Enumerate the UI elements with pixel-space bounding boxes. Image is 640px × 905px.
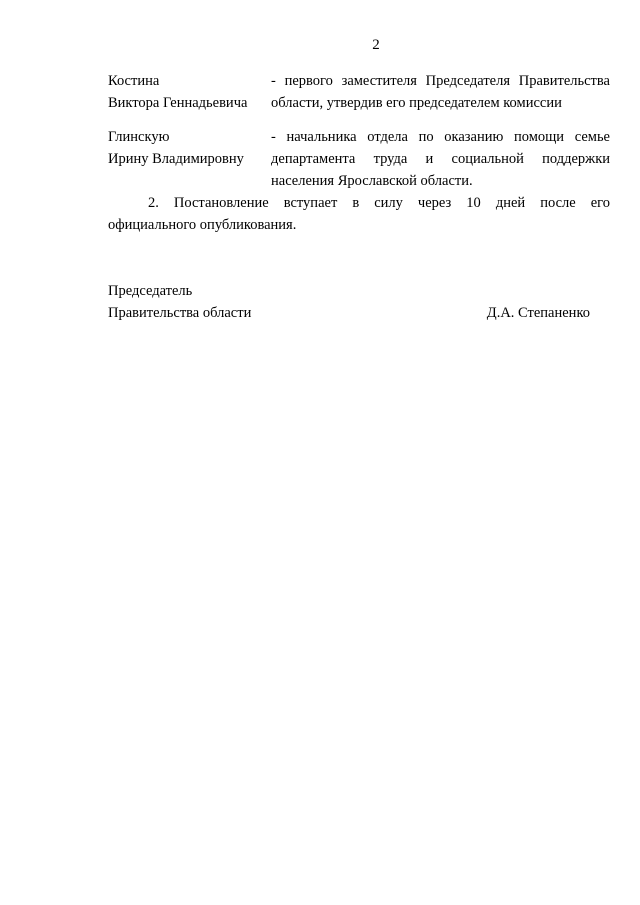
member-given-names: Ирину Владимировну [108, 151, 244, 167]
paragraph-line: 2. Постановление вступает в силу через 10 дней после его [148, 195, 610, 211]
signatory-position-line1: Председатель [108, 283, 193, 299]
member-surname: Глинскую [108, 129, 170, 145]
signature-block [108, 280, 590, 324]
member-role [271, 70, 610, 114]
member-entry [108, 70, 610, 114]
member-role-line: области, утвердив его председателем комиссии [271, 95, 562, 111]
member-name [108, 126, 271, 192]
member-role-line: департамента труда и социальной поддержки [271, 151, 610, 167]
signatory-name: Д.А. Степаненко [486, 305, 590, 321]
member-role-line: - первого заместителя Председателя Правительства [271, 73, 610, 89]
member-name [108, 70, 271, 114]
member-role-line: - начальника отдела по оказанию помощи семье [271, 129, 610, 145]
paragraph-line: официального опубликования. [108, 217, 297, 233]
member-surname: Костина [108, 73, 160, 89]
commission-members-list [108, 70, 610, 204]
signatory-position-line2: Правительства области [108, 305, 252, 321]
signature-row [108, 302, 590, 324]
effective-date-paragraph [108, 192, 610, 236]
page-number: 2 [372, 37, 380, 53]
member-entry [108, 126, 610, 192]
member-role-line: населения Ярославской области. [271, 173, 473, 189]
member-given-names: Виктора Геннадьевича [108, 95, 248, 111]
member-role [271, 126, 610, 192]
